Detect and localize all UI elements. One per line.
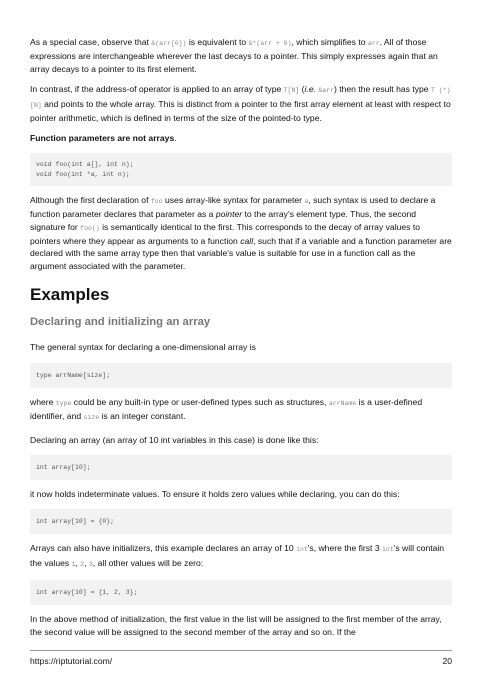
inline-code: 3 [88, 560, 93, 568]
inline-code: T[N] [283, 87, 300, 95]
text: ) then the result has type [333, 84, 431, 95]
code-block-int-array: int array[10]; [30, 455, 452, 480]
code-block-syntax: type arrName[size]; [30, 363, 452, 388]
text: As a special case, observe that [30, 37, 152, 47]
inline-code: size [83, 414, 100, 422]
text: 's will contain the values [30, 543, 445, 568]
inline-code: foo() [80, 224, 100, 232]
inline-code: arrName [328, 399, 357, 407]
heading-text: Function parameters are not arrays [30, 133, 175, 144]
inline-code: arr [367, 40, 380, 47]
function-params-heading [30, 132, 452, 144]
inline-code: &arr [318, 87, 334, 95]
heading-period: . [174, 133, 177, 144]
text: 's, where the first 3 [307, 543, 383, 554]
text: could be any built-in type or user-defined types such as structures, [71, 396, 329, 407]
emphasis: call [240, 236, 254, 247]
emphasis: i.e. [304, 84, 316, 95]
section-heading-examples: Examples [30, 285, 110, 305]
inline-code: &(arr[0]) [151, 40, 187, 47]
text: to the array's element type. Thus, the second signature for [30, 209, 417, 232]
text: Arrays can also have initializers, this example declares an array of 10 [30, 543, 297, 554]
paragraph-indeterminate: it now holds indeterminate values. To ensure it holds zero values while declaring, you can do this: [30, 488, 400, 499]
paragraph-initialization-method: In the above method of initialization, the first value in the list will be assigned to the first member of the array, the second value will be assigned to the second member of the array and so on. If the [30, 614, 442, 637]
footer-url[interactable]: https://riptutorial.com/ [30, 656, 113, 666]
code-block-foo-declarations: void foo(int a[], int n); void foo(int *a, int n); [30, 153, 452, 186]
paragraph-foo-explanation [30, 194, 452, 272]
text: , all other values will be zero: [92, 557, 204, 568]
paragraph-special-case [30, 36, 452, 75]
paragraph-declaring-array: Declaring an array (an array of 10 int variables in this case) is done like this: [30, 434, 319, 445]
text: , [84, 557, 89, 568]
text: where [30, 396, 56, 407]
page-content [30, 36, 452, 638]
text: uses array-like syntax for parameter [162, 194, 305, 205]
text: Although the first declaration of [30, 194, 151, 205]
inline-code: &*(arr + 0) [248, 40, 292, 47]
text: is semantically identical to the first. This corresponds to the decay of array values to pointers where they appear as arguments to a function [30, 221, 421, 247]
text: , such syntax is used to declare a function parameter declares that parameter as a [30, 194, 436, 220]
inline-code: int [296, 546, 308, 554]
paragraph-initializers [30, 542, 452, 571]
text: In contrast, if the address-of operator is applied to an array of type [30, 84, 284, 95]
inline-code: 2 [80, 560, 85, 568]
text: , [75, 557, 81, 568]
subsection-heading-declaring: Declaring and initializing an array [30, 316, 211, 329]
paragraph-general-syntax: The general syntax for declaring a one-dimensional array is [30, 342, 256, 353]
text: . All of those expressions are interchangeable wherever the last decays to a pointer. This simply expresses again that an array decays to a pointer to its first element. [30, 37, 438, 74]
page-footer [30, 650, 452, 666]
inline-code: a [304, 197, 309, 205]
text: , which simplifies to [291, 37, 368, 47]
text: , such that if a variable and a function parameter are declared with the same array type then that variable's value is suitable for use in a function call as the argument associated with the parameter. [30, 236, 452, 271]
text: is an integer constant. [99, 411, 186, 422]
emphasis: pointer [215, 209, 243, 220]
code-block-initializer-list: int array[10] = {1, 2, 3}; [30, 580, 452, 605]
inline-code: int [382, 546, 394, 554]
paragraph-where-type [30, 396, 452, 425]
page-number: 20 [442, 656, 452, 666]
inline-code: T (*)[N] [30, 87, 451, 109]
inline-code: 1 [71, 560, 76, 568]
inline-code: foo [150, 197, 163, 205]
text: and points to the whole array. This is distinct from a pointer to the first array element at least with respect to pointer arithmetic, which is defined in terms of the size of the pointed-to type. [30, 98, 451, 124]
code-block-zero-init: int array[10] = {0}; [30, 509, 452, 534]
text: is equivalent to [186, 37, 249, 47]
paragraph-address-of [30, 83, 452, 124]
inline-code: type [55, 399, 72, 407]
text: is a user-defined identifier, and [30, 396, 423, 422]
text: ( [299, 84, 305, 95]
